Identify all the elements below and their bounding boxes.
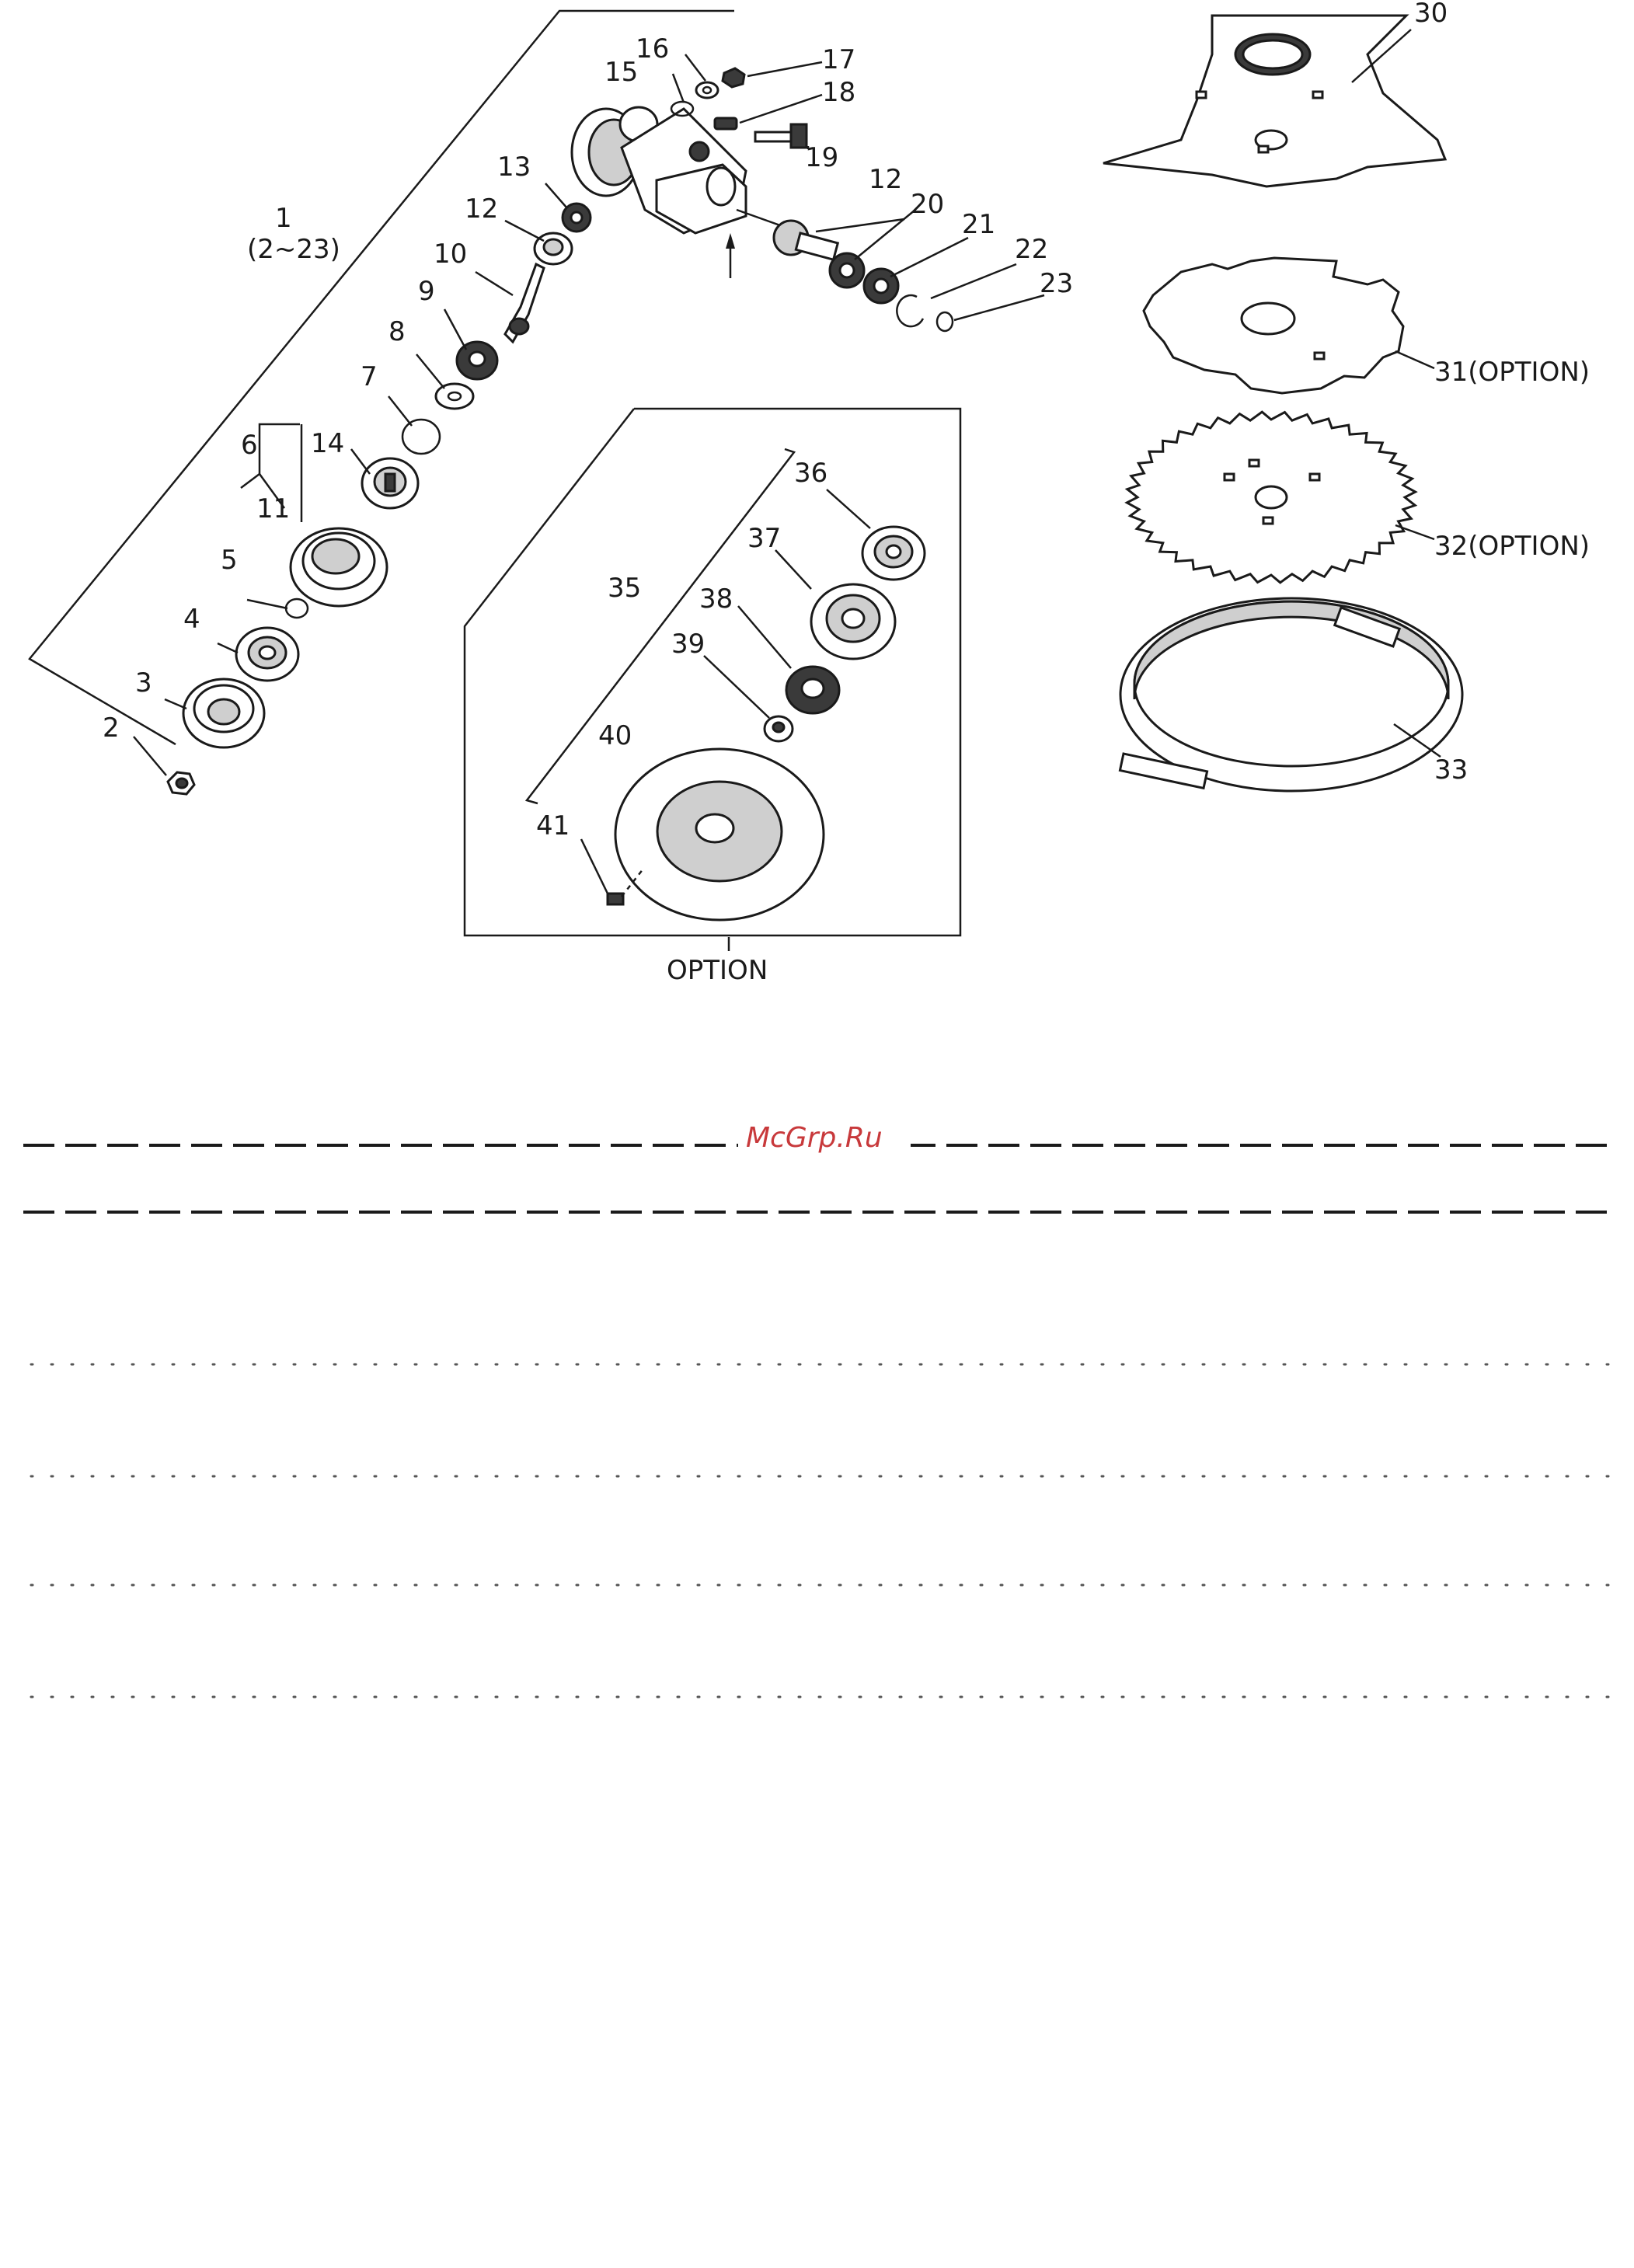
label-19: 19: [805, 142, 839, 173]
label-3: 3: [135, 667, 152, 699]
watermark-text: McGrp.Ru: [746, 1122, 883, 1154]
separator-lines: [23, 1145, 1613, 1697]
part-30-blade: [1103, 16, 1445, 186]
part-32-saw-blade: [1127, 412, 1415, 583]
label-6: 6: [241, 430, 258, 461]
label-40: 40: [598, 720, 632, 751]
part-3-cup: [183, 679, 264, 747]
label-41: 41: [536, 810, 570, 841]
part-14-holder: [362, 458, 418, 508]
part-20-bearing: [830, 253, 864, 287]
leader-31: [1395, 351, 1434, 368]
label-35: 35: [608, 573, 642, 604]
label-12-left: 12: [465, 193, 499, 225]
label-23: 23: [1040, 268, 1074, 299]
label-32: 32(OPTION): [1434, 531, 1590, 562]
part-17-nut: [723, 68, 744, 87]
part-2-nut: [168, 772, 194, 794]
label-39: 39: [671, 629, 706, 660]
label-1: 1: [275, 203, 292, 234]
watermark: [738, 1119, 911, 1156]
part-33-guard-band: [1120, 598, 1462, 791]
part-39-bushing: [765, 716, 793, 741]
part-10-shaft: [505, 264, 544, 342]
part-12-gear-small: [535, 233, 572, 264]
label-38: 38: [699, 584, 733, 615]
part-7-snapring: [402, 420, 440, 454]
label-4: 4: [183, 604, 200, 635]
label-36: 36: [794, 458, 828, 489]
part-36-washer: [862, 527, 925, 580]
label-22: 22: [1015, 234, 1049, 265]
label-9: 9: [418, 276, 435, 307]
part-19-bolt: [755, 124, 807, 148]
part-5-ring: [286, 599, 308, 618]
label-12-right: 12: [869, 164, 903, 195]
label-16: 16: [636, 33, 670, 64]
label-13: 13: [497, 152, 531, 183]
label-15: 15: [604, 57, 639, 88]
label-30: 30: [1414, 0, 1448, 29]
label-17: 17: [822, 44, 856, 75]
label-31: 31(OPTION): [1434, 357, 1590, 388]
part-11-cover: [291, 528, 387, 606]
part-22-circlip: [897, 295, 923, 326]
part-18-screw: [715, 118, 737, 129]
label-7: 7: [361, 361, 378, 392]
part-8-washer: [436, 384, 473, 409]
part-37-holder: [811, 584, 895, 659]
label-33: 33: [1434, 754, 1469, 786]
label-11: 11: [256, 493, 291, 524]
part-23-ring: [937, 312, 953, 331]
label-37: 37: [747, 523, 782, 554]
label-21: 21: [962, 209, 996, 240]
option-bracket: [527, 449, 794, 803]
option-label: OPTION: [667, 955, 768, 986]
label-10: 10: [434, 239, 468, 270]
part-21-bearing: [864, 269, 898, 303]
label-18: 18: [822, 77, 856, 108]
label-5: 5: [221, 545, 238, 576]
part-9-bearing: [457, 342, 497, 379]
part-38-bearing: [786, 667, 839, 713]
part-4-washer: [236, 628, 298, 681]
label-20: 20: [911, 189, 945, 220]
part-31-blade: [1144, 258, 1403, 393]
label-8: 8: [388, 316, 406, 347]
label-1-range: (2~23): [247, 234, 340, 265]
part-40-disc: [615, 749, 824, 920]
part-16-washer: [696, 82, 718, 98]
label-14: 14: [311, 428, 345, 459]
part-12-bevel-gear: [774, 221, 838, 260]
label-2: 2: [103, 712, 120, 744]
